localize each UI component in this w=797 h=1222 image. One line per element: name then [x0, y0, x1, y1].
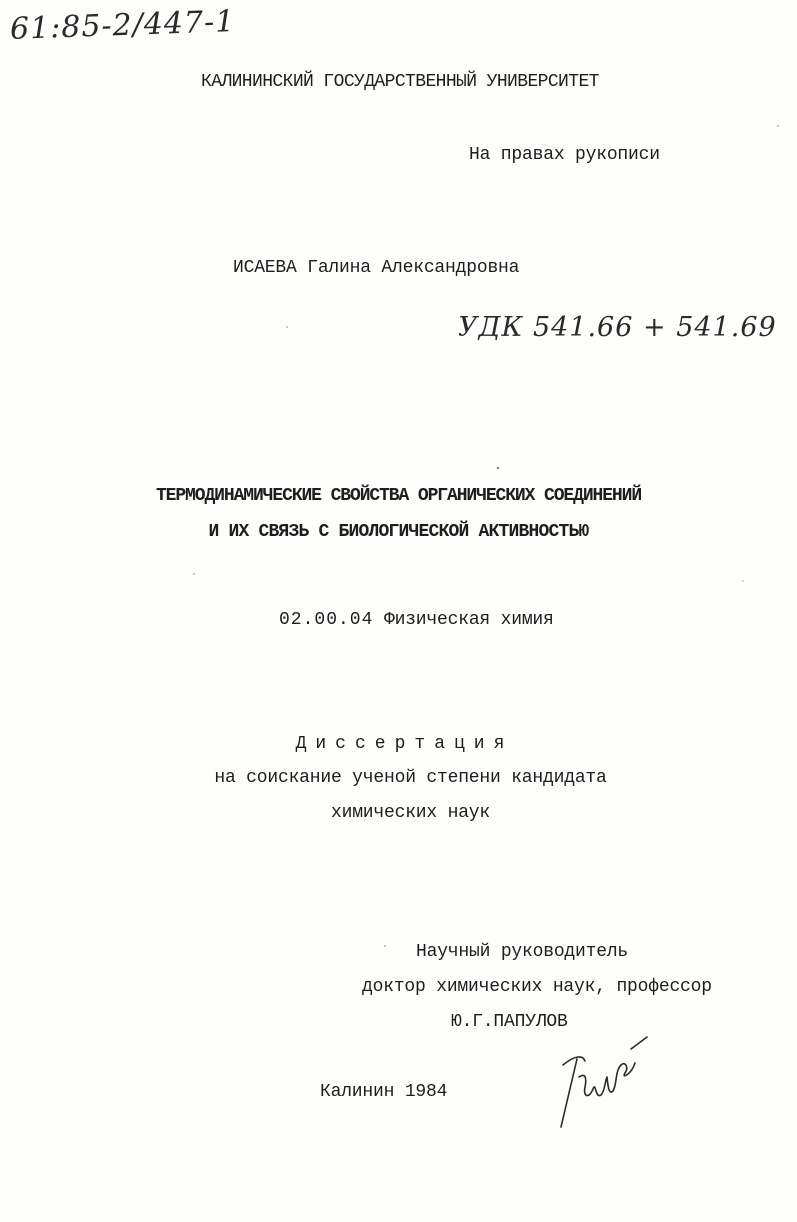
paper-speck: [777, 125, 779, 127]
specialty-code: 02.00.04: [279, 610, 374, 630]
thesis-title-line-2: И ИХ СВЯЗЬ С БИОЛОГИЧЕСКОЙ АКТИВНОСТЬЮ: [208, 522, 589, 542]
paper-speck: [286, 326, 288, 328]
archive-mark: 61:85-2/447-1: [9, 4, 236, 47]
supervisor-name: Ю.Г.ПАПУЛОВ: [451, 1012, 568, 1032]
university-name: КАЛИНИНСКИЙ ГОСУДАРСТВЕННЫЙ УНИВЕРСИТЕТ: [201, 72, 599, 92]
paper-speck: [384, 945, 386, 947]
paper-speck: [742, 580, 744, 582]
document-type: Диссертация: [295, 734, 514, 754]
degree-line-1: на соискание ученой степени кандидата: [214, 768, 607, 788]
paper-speck: [193, 573, 195, 575]
specialty-name: Физическая химия: [384, 610, 554, 630]
handwritten-signature: [555, 1015, 655, 1135]
degree-line-2: химических наук: [330, 803, 491, 823]
supervisor-label: Научный руководитель: [416, 942, 629, 962]
udc-code: УДК 541.66 + 541.69: [458, 312, 777, 343]
manuscript-rights: На правах рукописи: [469, 145, 660, 165]
paper-speck: [497, 467, 499, 469]
thesis-title-line-1: ТЕРМОДИНАМИЧЕСКИЕ СВОЙСТВА ОРГАНИЧЕСКИХ СОЕДИНЕНИЙ: [155, 486, 642, 506]
author-name: ИСАЕВА Галина Александровна: [233, 258, 520, 278]
city-year: Калинин 1984: [320, 1082, 448, 1102]
supervisor-title: доктор химических наук, профессор: [362, 977, 712, 997]
